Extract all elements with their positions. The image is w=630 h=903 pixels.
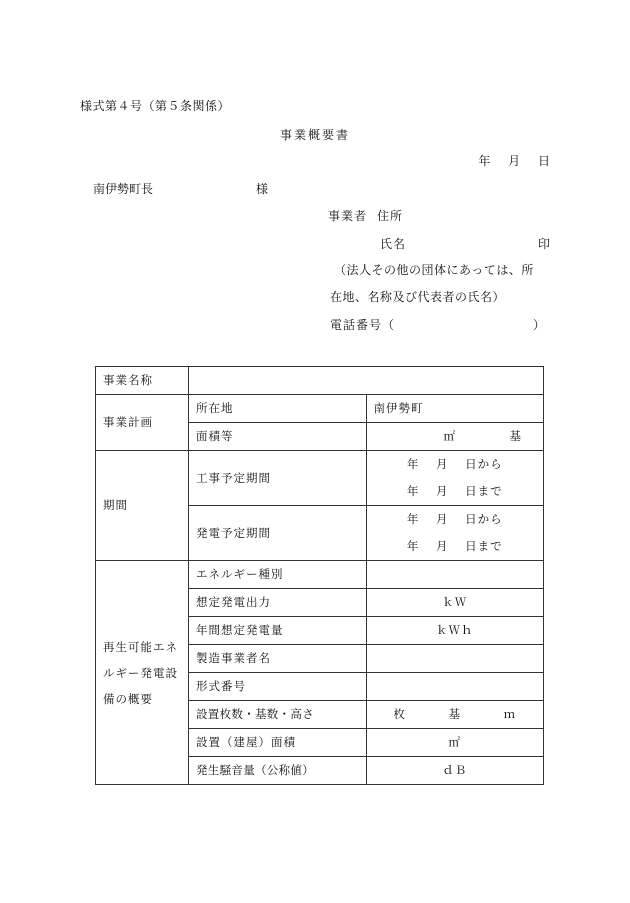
output-label: 想定発電出力 <box>189 589 367 617</box>
seal-mark: 印 <box>537 237 550 251</box>
document-title: 事業概要書 <box>279 128 350 142</box>
annual-generation-label: 年間想定発電量 <box>189 617 367 645</box>
corporate-note-line1: （法人その他の団体にあっては、所 <box>334 263 534 277</box>
installation-area-field[interactable]: ㎡ <box>366 729 544 757</box>
plan-label: 事業計画 <box>96 395 189 451</box>
applicant-address-line <box>328 208 403 224</box>
installation-count-field[interactable]: 枚 基 ｍ <box>366 701 544 729</box>
generation-period-field[interactable] <box>366 506 544 561</box>
model-number-label: 形式番号 <box>189 673 367 701</box>
noise-level-label: 発生騒音量（公称値） <box>189 757 367 785</box>
name-label: 氏名 <box>380 237 407 251</box>
location-label: 所在地 <box>189 395 367 423</box>
period-label: 期間 <box>96 451 189 561</box>
area-label: 面積等 <box>189 423 367 451</box>
area-unit: ㎡ <box>443 429 456 443</box>
corporate-note-line2: 在地、名称及び代表者の氏名） <box>330 290 506 304</box>
construction-period-field[interactable] <box>366 451 544 506</box>
area-field[interactable] <box>366 423 544 451</box>
construction-to: 年 月 日まで <box>406 484 503 498</box>
construction-from: 年 月 日から <box>406 457 503 471</box>
form-number: 様式第４号（第５条関係） <box>80 99 231 113</box>
honorific: 様 <box>256 182 269 196</box>
generation-from: 年 月 日から <box>406 512 503 526</box>
area-count-unit: 基 <box>509 429 522 443</box>
phone-close-paren: ） <box>533 318 546 332</box>
phone-label: 電話番号（ <box>330 318 396 332</box>
generation-to: 年 月 日まで <box>406 539 503 553</box>
address-label: 住所 <box>377 209 404 223</box>
applicant-label: 事業者 <box>328 209 368 223</box>
table-row <box>96 367 544 395</box>
table-row <box>96 561 544 589</box>
facility-overview-label: 再生可能エネルギー発電設備の概要 <box>96 561 189 785</box>
table-row <box>96 395 544 423</box>
energy-type-label: エネルギー種別 <box>189 561 367 589</box>
model-number-field[interactable] <box>366 673 544 701</box>
installation-count-label: 設置枚数・基数・高さ <box>189 701 367 729</box>
manufacturer-field[interactable] <box>366 645 544 673</box>
generation-period-label: 発電予定期間 <box>189 506 367 561</box>
location-field[interactable]: 南伊勢町 <box>366 395 544 423</box>
project-name-label: 事業名称 <box>96 367 189 395</box>
addressee: 南伊勢町長 <box>93 182 154 196</box>
manufacturer-label: 製造事業者名 <box>189 645 367 673</box>
output-field[interactable]: ｋＷ <box>366 589 544 617</box>
annual-generation-field[interactable]: ｋＷｈ <box>366 617 544 645</box>
table-row <box>96 451 544 506</box>
summary-table <box>95 366 544 785</box>
noise-level-field[interactable]: ｄＢ <box>366 757 544 785</box>
energy-type-field[interactable] <box>366 561 544 589</box>
installation-area-label: 設置（建屋）面積 <box>189 729 367 757</box>
construction-period-label: 工事予定期間 <box>189 451 367 506</box>
project-name-field[interactable] <box>189 367 544 395</box>
submission-date: 年 月 日 <box>478 154 550 168</box>
